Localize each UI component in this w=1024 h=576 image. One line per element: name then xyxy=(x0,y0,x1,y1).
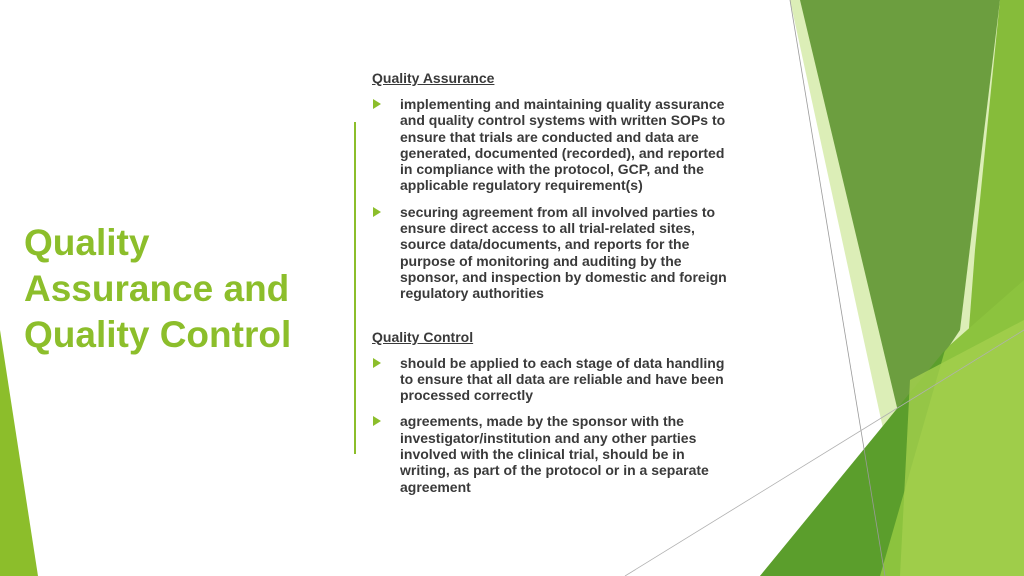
list-item-text: agreements, made by the sponsor with the investigator/institution and any other parties involved with the clinical trial, should be in writing, as part of the protocol or in a separate agreement xyxy=(400,413,709,495)
content-area xyxy=(372,69,732,495)
list-item-text: should be applied to each stage of data handling to ensure that all data are reliable and have been processed correctly xyxy=(400,354,725,404)
vertical-divider xyxy=(354,122,356,454)
section-heading: Quality Control xyxy=(372,328,474,345)
bullet-arrow-icon xyxy=(373,416,381,426)
list-item xyxy=(372,413,732,494)
slide-title: Quality Assurance and Quality Control xyxy=(24,222,292,355)
section-heading: Quality Assurance xyxy=(372,70,495,86)
bullet-arrow-icon xyxy=(373,99,381,109)
section-quality-control xyxy=(372,328,732,495)
section-quality-assurance xyxy=(372,69,732,302)
list-item xyxy=(372,204,732,302)
left-edge-shape xyxy=(0,330,38,576)
bullet-arrow-icon xyxy=(373,207,381,217)
list-item xyxy=(372,355,732,404)
list-item-text: implementing and maintaining quality assurance and quality control systems with written SOPs to ensure that trials are conducted and data are generated, documented (recorded), and reported in compliance with the protocol, GCP, and the applicable regulatory requirement(s) xyxy=(400,96,726,194)
list-item-text: securing agreement from all involved parties to ensure direct access to all trial-related sites, source data/documents, and reports for the purpose of monitoring and auditing by the sponsor, and inspection by domestic and foreign regulatory authorities xyxy=(400,203,727,302)
list-item xyxy=(372,96,732,194)
bullet-arrow-icon xyxy=(373,358,381,368)
